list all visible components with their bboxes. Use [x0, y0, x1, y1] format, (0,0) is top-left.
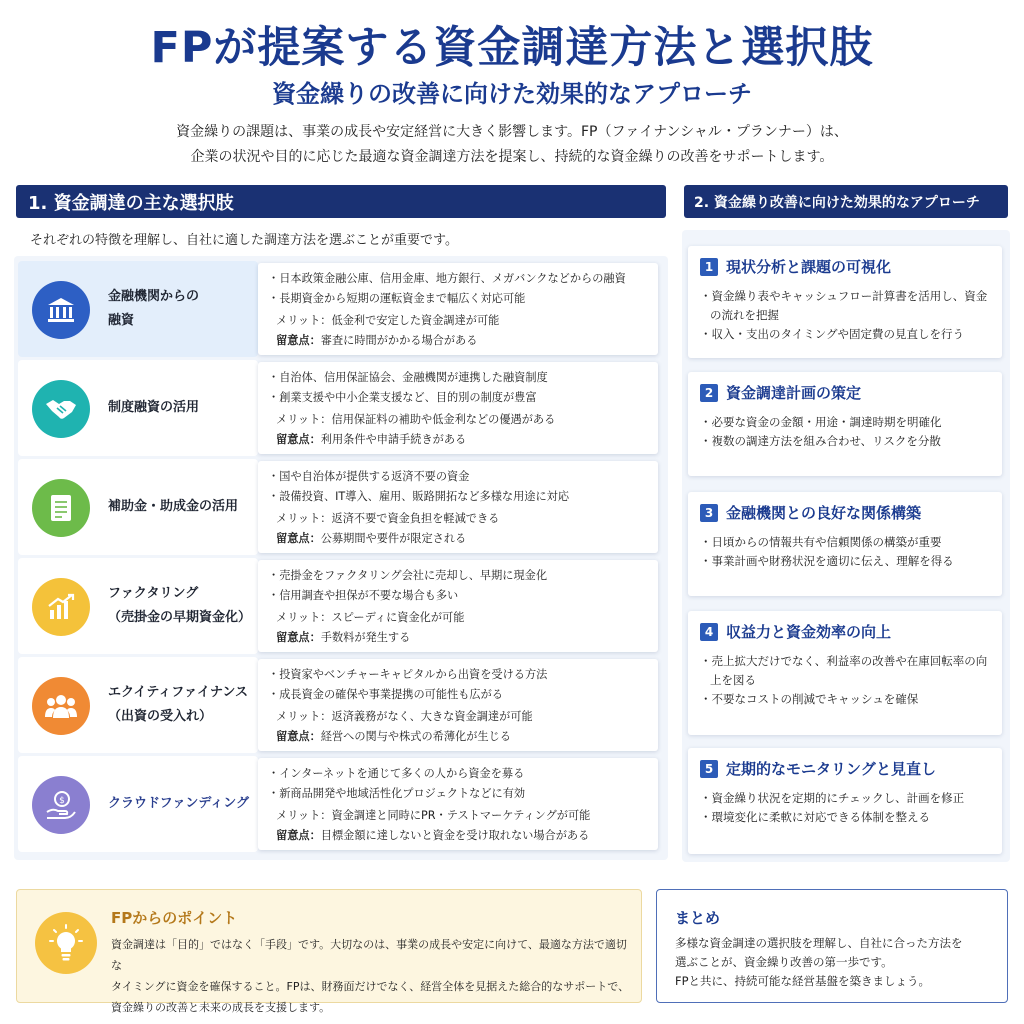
people-icon — [32, 677, 90, 735]
caution-text: 公募期間や要件が限定される — [320, 531, 467, 545]
method-name: 補助金・助成金の活用 — [108, 499, 239, 514]
step-title-text: 収益力と資金効率の向上 — [726, 623, 892, 641]
merit-text: 低金利で安定した資金調達が可能 — [331, 314, 500, 327]
caution-label: 留意点： — [276, 630, 321, 644]
merit-label: メリット： — [276, 512, 332, 525]
method-detail — [258, 461, 658, 553]
document-icon — [32, 479, 90, 537]
method-row — [18, 558, 660, 654]
step-line: ・資金繰り状況を定期的にチェックし、計画を修正 — [700, 791, 965, 805]
method-caution — [268, 628, 648, 648]
method-row — [18, 261, 660, 357]
method-detail — [258, 263, 658, 355]
method-row — [18, 657, 660, 753]
method-detail — [258, 560, 658, 652]
method-name: ファクタリング （売掛金の早期資金化） — [108, 586, 252, 625]
method-detail-line: ・インターネットを通じて多くの人から資金を募る — [268, 767, 525, 780]
method-detail-line: ・日本政策金融公庫、信用金庫、地方銀行、メガバンクなどからの融資 — [268, 272, 626, 285]
step-number-badge: 4 — [700, 623, 718, 641]
caution-label: 留意点： — [276, 432, 321, 446]
step-number-badge: 2 — [700, 384, 718, 402]
method-caution — [268, 430, 648, 450]
step-title-text: 金融機関との良好な関係構築 — [726, 504, 922, 522]
step-title — [700, 256, 990, 277]
method-caution — [268, 727, 648, 747]
fp-point-line: タイミングに資金を確保すること。FPは、財務面だけでなく、経営全体を見据えた総合的なサポートで、 — [111, 980, 630, 993]
caution-text: 手数料が発生する — [320, 630, 411, 644]
fp-point-line: 資金繰りの改善と未来の成長を支援します。 — [111, 1001, 331, 1014]
approach-step — [688, 611, 1002, 735]
method-detail-line: ・売掛金をファクタリング会社に売却し、早期に現金化 — [268, 569, 548, 582]
method-name: 金融機関からの 融資 — [108, 289, 200, 328]
caution-label: 留意点： — [276, 729, 321, 743]
step-line: ・日頃からの情報共有や信頼関係の構築が重要 — [700, 535, 942, 549]
step-line: ・複数の調達方法を組み合わせ、リスクを分散 — [700, 434, 941, 448]
method-merit — [268, 806, 648, 826]
caution-text: 利用条件や申請手続きがある — [320, 432, 467, 446]
method-detail-line: ・投資家やベンチャーキャピタルから出資を受ける方法 — [268, 668, 548, 681]
merit-text: 信用保証料の補助や低金利などの優遇がある — [331, 413, 556, 426]
method-caution — [268, 529, 648, 549]
merit-label: メリット： — [276, 809, 332, 822]
method-caution — [268, 331, 648, 351]
section1-description: それぞれの特徴を理解し、自社に適した調達方法を選ぶことが重要です。 — [30, 233, 458, 248]
section2-header: 2. 資金繰り改善に向けた効果的なアプローチ — [684, 185, 1008, 218]
step-line: ・必要な資金の金額・用途・調達時期を明確化 — [700, 415, 942, 429]
method-label-area — [18, 558, 258, 654]
summary-line: 選ぶことが、資金繰り改善の第一歩です。 — [675, 955, 893, 969]
method-merit — [268, 707, 648, 727]
step-number-badge: 5 — [700, 760, 718, 778]
approach-step — [688, 748, 1002, 854]
chart-up-icon — [32, 578, 90, 636]
fp-point-title: FPからのポイント — [111, 909, 238, 927]
svg-text:$: $ — [59, 796, 65, 806]
step-title-text: 定期的なモニタリングと見直し — [726, 760, 937, 778]
bank-icon — [32, 281, 90, 339]
method-label-area — [18, 657, 258, 753]
method-row — [18, 360, 660, 456]
summary-title: まとめ — [675, 909, 721, 927]
step-title — [700, 382, 990, 403]
lightbulb-icon — [35, 912, 97, 974]
merit-text: 返済不要で資金負担を軽減できる — [331, 512, 500, 525]
handshake-icon — [32, 380, 90, 438]
method-label-area — [18, 261, 258, 357]
page-title: FPが提案する資金調達方法と選択肢 — [150, 23, 874, 73]
method-row — [18, 756, 660, 852]
method-name: エクイティファイナンス （出資の受入れ） — [108, 685, 249, 724]
step-title-text: 資金調達計画の策定 — [726, 384, 862, 402]
coin-hand-icon — [32, 776, 90, 834]
step-title-text: 現状分析と課題の可視化 — [726, 258, 892, 276]
method-name: 制度融資の活用 — [108, 400, 200, 415]
caution-label: 留意点： — [276, 333, 321, 347]
intro-line: 企業の状況や目的に応じた最適な資金調達方法を提案し、持続的な資金繰りの改善をサポートします。 — [190, 149, 834, 165]
step-title — [700, 621, 990, 642]
method-detail-line: ・新商品開発や地域活性化プロジェクトなどに有効 — [268, 786, 526, 800]
method-detail-line: ・成長資金の確保や事業提携の可能性も広がる — [268, 687, 503, 701]
step-line: ・事業計画や財務状況を適切に伝え、理解を得る — [700, 554, 954, 568]
caution-text: 経営への関与や株式の希薄化が生じる — [320, 729, 511, 743]
method-row — [18, 459, 660, 555]
summary-text — [675, 934, 997, 991]
method-detail — [258, 758, 658, 850]
section1-header: 1. 資金調達の主な選択肢 — [16, 185, 666, 218]
step-number-badge: 1 — [700, 258, 718, 276]
summary-line: 多様な資金調達の選択肢を理解し、自社に合った方法を — [675, 936, 963, 950]
summary-box — [656, 889, 1008, 1003]
merit-label: メリット： — [276, 710, 332, 723]
merit-text: 返済義務がなく、大きな資金調達が可能 — [331, 710, 533, 723]
caution-label: 留意点： — [276, 828, 321, 842]
method-merit — [268, 509, 648, 529]
step-line: ・収入・支出のタイミングや固定費の見直しを行う — [700, 327, 965, 341]
method-label-area — [18, 756, 258, 852]
caution-text: 目標金額に達しないと資金を受け取れない場合がある — [320, 828, 590, 842]
method-detail — [258, 659, 658, 751]
caution-text: 審査に時間がかかる場合がある — [320, 333, 478, 347]
method-detail-line: ・信用調査や担保が不要な場合も多い — [268, 588, 459, 602]
step-line: ・資金繰り表やキャッシュフロー計算書を活用し、資金の流れを把握 — [700, 289, 988, 322]
method-merit — [268, 410, 648, 430]
method-detail-line: ・設備投資、IT導入、雇用、販路開拓など多様な用途に対応 — [268, 489, 570, 503]
method-detail-line: ・長期資金から短期の運転資金まで幅広く対応可能 — [268, 291, 526, 305]
method-name: クラウドファンディング — [108, 796, 250, 811]
method-detail-line: ・創業支援や中小企業支援など、目的別の制度が豊富 — [268, 390, 537, 404]
summary-line: FPと共に、持続可能な経営基盤を築きましょう。 — [675, 974, 931, 988]
step-line: ・不要なコストの削減でキャッシュを確保 — [700, 692, 919, 706]
step-line: ・売上拡大だけでなく、利益率の改善や在庫回転率の向上を図る — [700, 654, 988, 687]
merit-label: メリット： — [276, 314, 332, 327]
merit-label: メリット： — [276, 611, 332, 624]
method-detail-line: ・国や自治体が提供する返済不要の資金 — [268, 470, 470, 483]
approach-step — [688, 246, 1002, 358]
step-title — [700, 502, 990, 523]
step-number-badge: 3 — [700, 504, 718, 522]
fp-point-text — [111, 934, 631, 1018]
merit-text: スピーディに資金化が可能 — [331, 611, 465, 624]
step-line: ・環境変化に柔軟に対応できる体制を整える — [700, 810, 930, 824]
page-subtitle: 資金繰りの改善に向けた効果的なアプローチ — [272, 80, 752, 108]
method-caution — [268, 826, 648, 846]
step-title — [700, 758, 990, 779]
fp-point-box — [16, 889, 642, 1014]
approach-step — [688, 492, 1002, 596]
caution-label: 留意点： — [276, 531, 321, 545]
approach-step — [688, 372, 1002, 476]
merit-text: 資金調達と同時にPR・テストマーケティングが可能 — [331, 809, 591, 822]
method-merit — [268, 608, 648, 628]
method-merit — [268, 311, 648, 331]
method-label-area — [18, 360, 258, 456]
method-detail — [258, 362, 658, 454]
intro-line: 資金繰りの課題は、事業の成長や安定経営に大きく影響します。FP（ファイナンシャル・プランナー）は、 — [176, 124, 848, 140]
method-label-area — [18, 459, 258, 555]
merit-label: メリット： — [276, 413, 332, 426]
intro-text — [0, 120, 1024, 170]
method-detail-line: ・自治体、信用保証協会、金融機関が連携した融資制度 — [268, 371, 548, 384]
fp-point-line: 資金調達は「目的」ではなく「手段」です。大切なのは、事業の成長や安定に向けて、最適な方法で適切な — [111, 938, 627, 972]
